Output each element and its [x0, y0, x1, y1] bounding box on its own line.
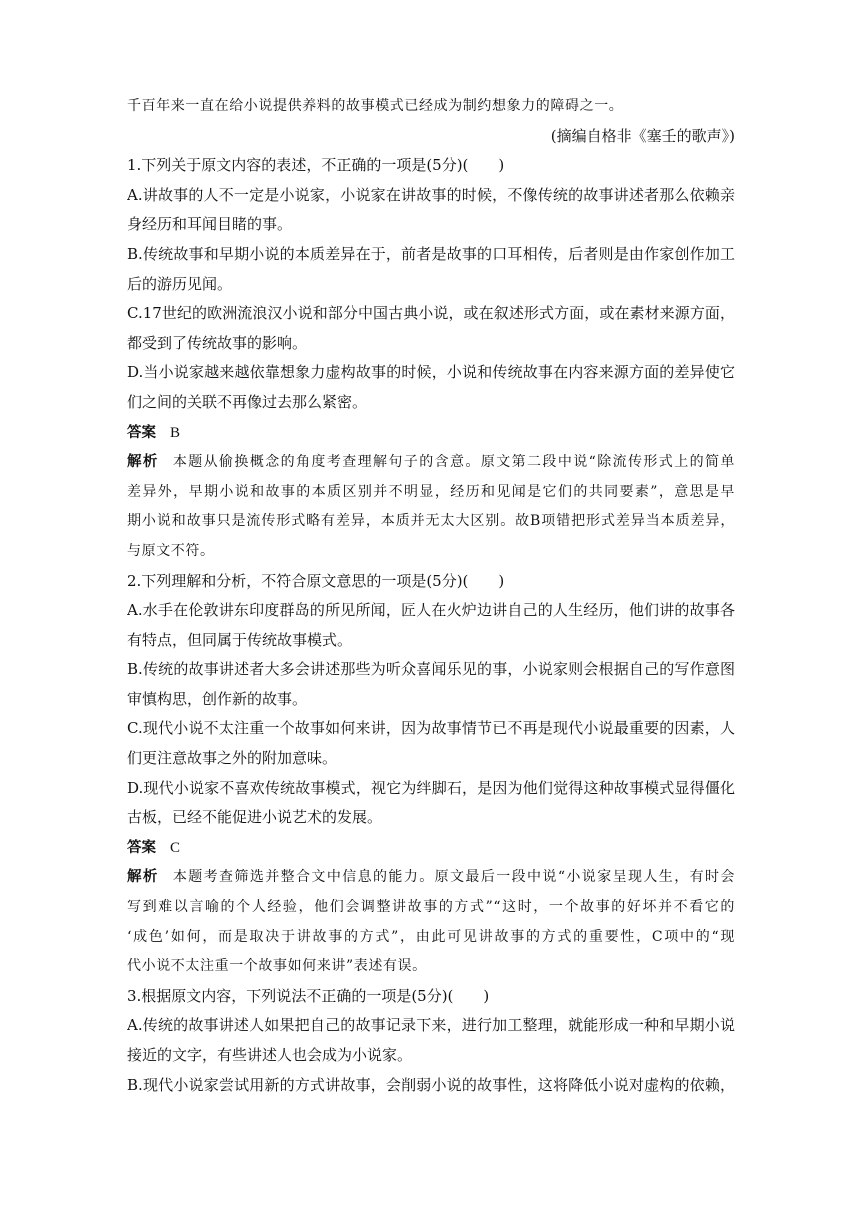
question-2 [127, 567, 735, 982]
analysis-line: 本题从偷换概念的角度考查理解句子的含意。原文第二段中说“除流传形式上的简单 [172, 454, 735, 471]
option-line: C.17世纪的欧洲流浪汉小说和部分中国古典小说，或在叙述形式方面，或在素材来源方面， [127, 304, 735, 323]
option-line: 古板，已经不能促进小说艺术的发展。 [127, 808, 383, 827]
question-1 [127, 151, 735, 566]
answer-row [127, 833, 735, 864]
option-line: C.现代小说不太注重一个故事如何来讲，因为故事情节已不再是现代小说最重要的因素，人 [127, 719, 735, 738]
analysis-line: 期小说和故事只是流传形式略有差异，本质并无太大区别。故B项错把形式差异当本质差异， [127, 513, 735, 530]
option-line: A.讲故事的人不一定是小说家，小说家在讲故事的时候，不像传统的故事讲述者那么依赖亲 [127, 185, 735, 204]
option-line: 接近的文字，有些讲述人也会成为小说家。 [127, 1046, 413, 1064]
option-line: 们更注意故事之外的附加意味。 [127, 749, 338, 768]
passage-source: (摘编自格非《塞壬的歌声》) [550, 126, 735, 145]
option-line: B.现代小说家尝试用新的方式讲故事，会削弱小说的故事性，这将降低小说对虚构的依赖， [127, 1075, 735, 1094]
analysis-line: 写到难以言喻的个人经验，他们会调整讲故事的方式”“这时，一个故事的好坏并不看它的 [127, 899, 735, 916]
option-line: 们之间的关联不再像过去那么紧密。 [127, 392, 368, 411]
option-line: A.传统的故事讲述人如果把自己的故事记录下来，进行加工整理，就能形成一种和早期小说 [127, 1016, 735, 1035]
analysis-line: 代小说不太注重一个故事如何来讲”表述有误。 [127, 958, 427, 975]
answer-value: C [170, 839, 181, 856]
analysis-label: 解析 [127, 454, 159, 471]
passage-last-line: 千百年来一直在给小说提供养料的故事模式已经成为制约想象力的障碍之一。 [127, 98, 624, 114]
question-3 [127, 982, 735, 1100]
option-line: B.传统故事和早期小说的本质差异在于，前者是故事的口耳相传，后者则是由作家创作加工 [127, 244, 735, 263]
option-line: D.当小说家越来越依靠想象力虚构故事的时候，小说和传统故事在内容来源方面的差异使它 [127, 363, 735, 382]
analysis-label: 解析 [127, 869, 159, 886]
option-line: 后的游历见闻。 [127, 274, 233, 293]
analysis-line: 与原文不符。 [127, 542, 215, 559]
option-line: 都受到了传统故事的影响。 [127, 333, 308, 352]
option-line: A.水手在伦敦讲东印度群岛的所见所闻，匠人在火炉边讲自己的人生经历，他们讲的故事各 [127, 601, 735, 620]
answer-row [127, 418, 735, 449]
answer-label: 答案 [127, 424, 156, 441]
option-line: D.现代小说家不喜欢传统故事模式，视它为绊脚石，是因为他们觉得这种故事模式显得僵化 [127, 778, 735, 797]
question-stem: 1.下列关于原文内容的表述，不正确的一项是(5分)( ) [127, 156, 505, 175]
analysis-row [127, 448, 735, 478]
analysis-line: 差异外，早期小说和故事的本质区别并不明显，经历和见闻是它们的共同要素”，意思是早 [127, 483, 735, 500]
analysis-line: ‘成色’如何，而是取决于讲故事的方式”，由此可见讲故事的方式的重要性，C项中的“现 [127, 928, 735, 945]
analysis-row [127, 863, 735, 893]
option-line: 有特点，但同属于传统故事模式。 [127, 630, 353, 649]
document-page [127, 92, 735, 1100]
answer-label: 答案 [127, 839, 156, 856]
option-line: B.传统的故事讲述者大多会讲述那些为听众喜闻乐见的事，小说家则会根据自己的写作意图 [127, 660, 735, 679]
answer-value: B [170, 424, 181, 441]
analysis-line: 本题考查筛选并整合文中信息的能力。原文最后一段中说“小说家呈现人生，有时会 [172, 869, 735, 886]
question-stem: 3.根据原文内容，下列说法不正确的一项是(5分)( ) [127, 986, 490, 1005]
option-line: 身经历和耳闻目睹的事。 [127, 215, 293, 234]
option-line: 审慎构思，创作新的故事。 [127, 689, 308, 708]
question-stem: 2.下列理解和分析，不符合原文意思的一项是(5分)( ) [127, 571, 505, 590]
